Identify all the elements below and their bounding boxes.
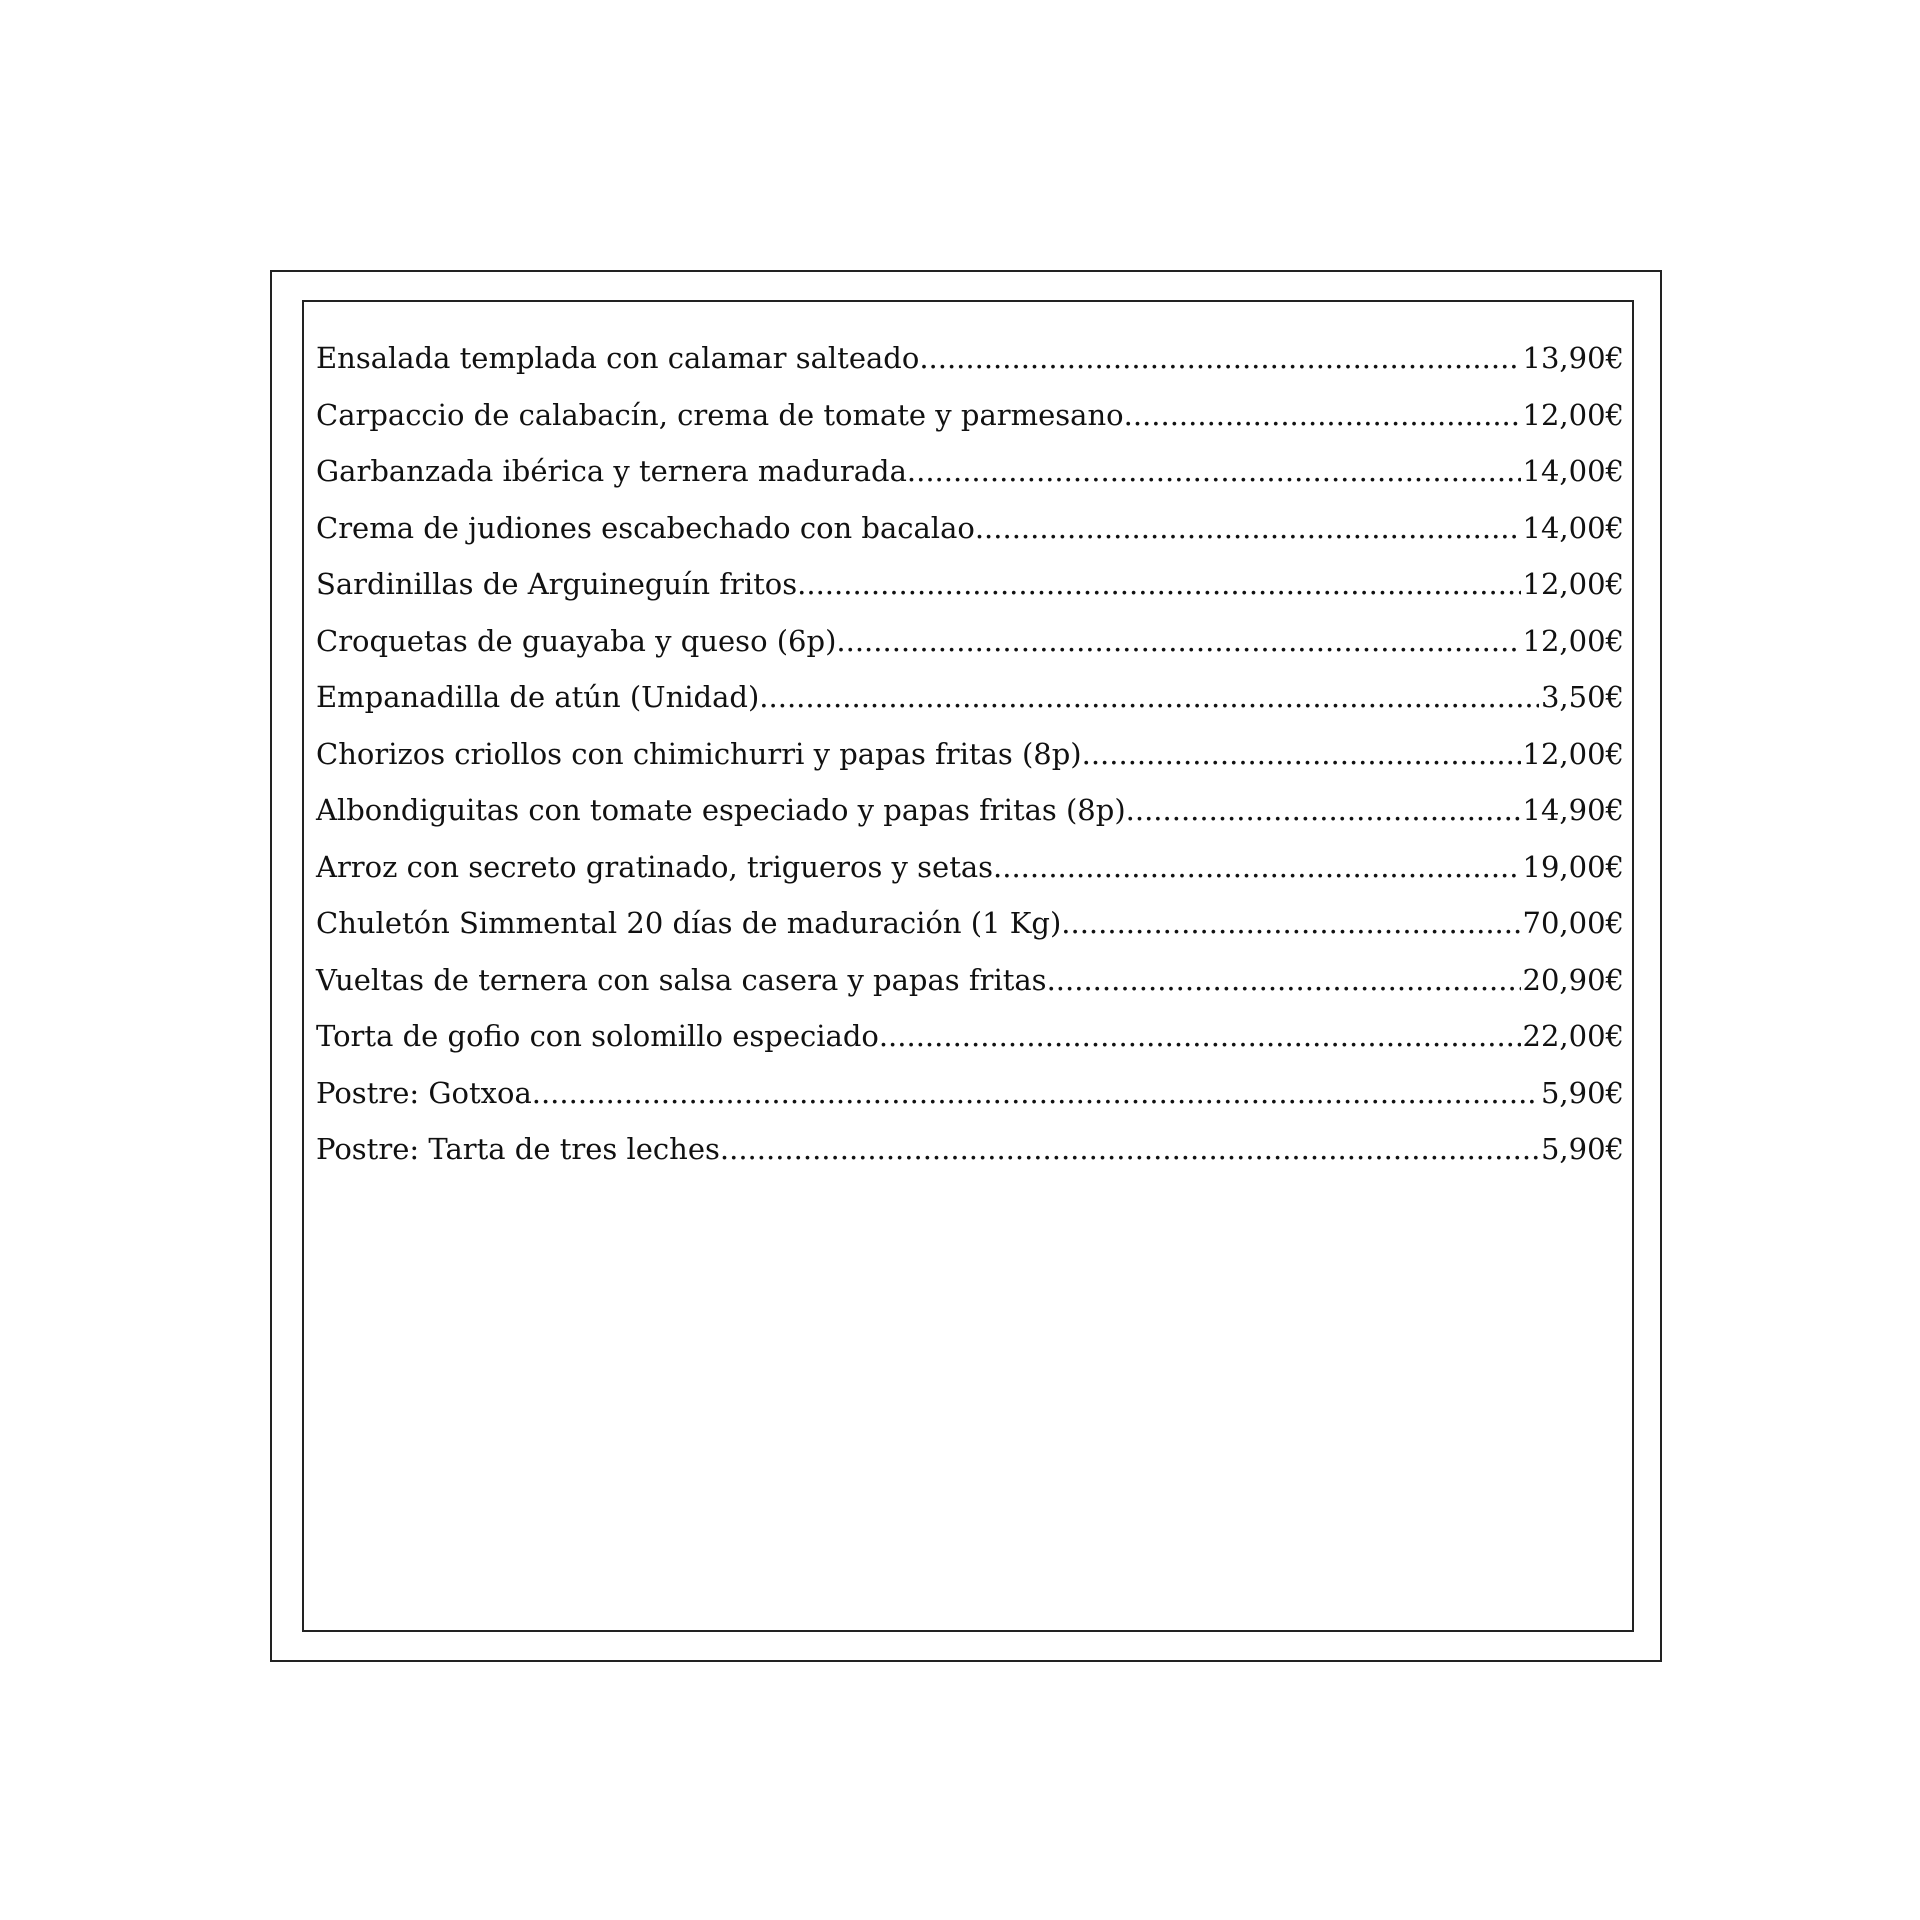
menu-item-price: 5,90€ xyxy=(1540,1075,1624,1110)
menu-item-price: 14,00€ xyxy=(1522,454,1624,488)
menu-item xyxy=(316,449,1624,506)
dot-leader xyxy=(907,449,1521,493)
menu-item-price: 20,90€ xyxy=(1522,962,1624,997)
menu-item xyxy=(316,1014,1624,1071)
menu-item-name: Sardinillas de Arguineguín fritos xyxy=(316,567,798,601)
menu-item-price: 22,00€ xyxy=(1522,1019,1624,1053)
dot-leader xyxy=(975,506,1521,550)
menu-item-price: 19,00€ xyxy=(1522,849,1624,884)
menu-item xyxy=(316,1071,1624,1128)
menu-item-price: 12,00€ xyxy=(1522,567,1624,601)
menu-item-price: 13,90€ xyxy=(1522,341,1624,375)
menu-item-name: Empanadilla de atún (Unidad) xyxy=(316,680,760,714)
dot-leader xyxy=(993,845,1520,889)
dot-leader xyxy=(720,1127,1539,1171)
menu-item-name: Croquetas de guayaba y queso (6p) xyxy=(316,623,837,658)
dot-leader xyxy=(1124,393,1521,437)
menu-item xyxy=(316,506,1624,563)
menu-item-name: Chuletón Simmental 20 días de maduración (1 Kg) xyxy=(316,906,1062,940)
menu-item-name: Garbanzada ibérica y ternera madurada xyxy=(316,454,907,488)
menu-item-price: 12,00€ xyxy=(1522,736,1624,771)
menu-item-price: 3,50€ xyxy=(1540,680,1624,714)
dot-leader xyxy=(532,1071,1539,1115)
menu-item-name: Chorizos criollos con chimichurri y papas fritas (8p) xyxy=(316,736,1082,771)
menu-item-name: Arroz con secreto gratinado, trigueros y setas xyxy=(316,849,994,884)
dot-leader xyxy=(1047,958,1521,1002)
menu-item xyxy=(316,393,1624,450)
dot-leader xyxy=(919,336,1520,380)
menu-item-name: Ensalada templada con calamar salteado xyxy=(316,341,920,375)
menu-item-price: 5,90€ xyxy=(1540,1132,1624,1166)
menu-item-name: Albondiguitas con tomate especiado y papas fritas (8p) xyxy=(316,793,1126,827)
menu-item-name: Postre: Gotxoa xyxy=(316,1075,532,1110)
menu-item xyxy=(316,675,1624,732)
menu-item-name: Carpaccio de calabacín, crema de tomate y parmesano xyxy=(316,397,1124,432)
dot-leader xyxy=(1061,901,1520,945)
menu-item-price: 14,90€ xyxy=(1522,793,1624,827)
menu-item-price: 14,00€ xyxy=(1522,510,1624,545)
menu-item-price: 12,00€ xyxy=(1522,623,1624,658)
menu-item-name: Vueltas de ternera con salsa casera y papas fritas xyxy=(316,962,1047,997)
menu-list xyxy=(316,336,1624,1184)
menu-item xyxy=(316,336,1624,393)
menu-item xyxy=(316,901,1624,958)
dot-leader xyxy=(836,619,1520,663)
dot-leader xyxy=(1126,788,1521,832)
menu-item-price: 12,00€ xyxy=(1522,397,1624,432)
dot-leader xyxy=(879,1014,1521,1058)
menu-item-name: Postre: Tarta de tres leches xyxy=(316,1132,720,1166)
menu-item xyxy=(316,732,1624,789)
menu-item-name: Torta de gofio con solomillo especiado xyxy=(316,1019,879,1053)
dot-leader xyxy=(1082,732,1521,776)
menu-item xyxy=(316,845,1624,902)
dot-leader xyxy=(759,675,1539,719)
menu-item xyxy=(316,562,1624,619)
menu-item-price: 70,00€ xyxy=(1522,906,1624,940)
menu-item xyxy=(316,958,1624,1015)
menu-item-name: Crema de judiones escabechado con bacalao xyxy=(316,510,975,545)
menu-item xyxy=(316,788,1624,845)
menu-item xyxy=(316,619,1624,676)
dot-leader xyxy=(797,562,1520,606)
menu-item xyxy=(316,1127,1624,1184)
